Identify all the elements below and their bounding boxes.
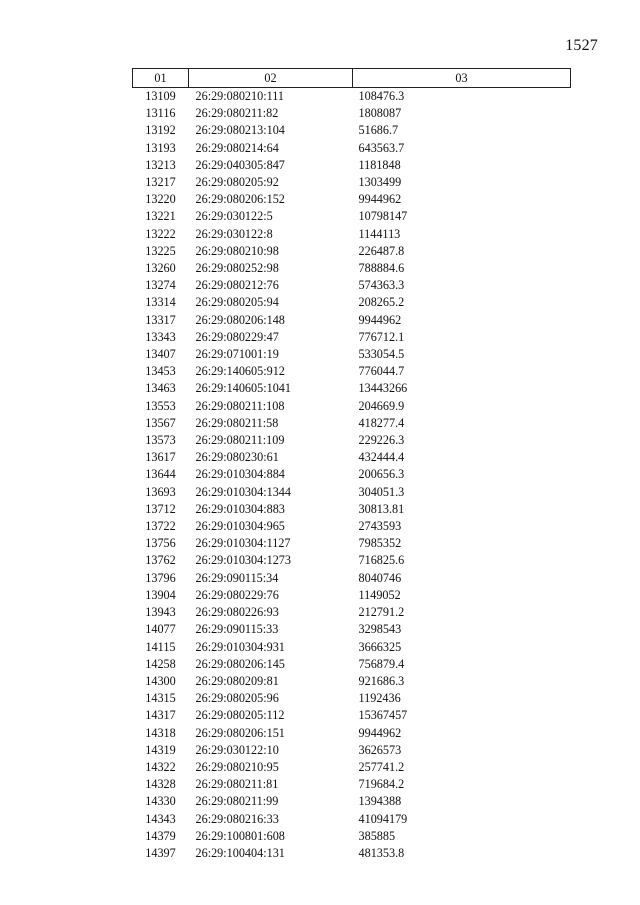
table-row [133,518,571,535]
cell-cadastral-code: 26:29:080210:98 [195,243,279,258]
cell-value: 1149052 [358,587,401,602]
cell-value: 9944962 [358,312,402,327]
cell-cadastral-code: 26:29:010304:884 [195,467,285,482]
table-row [133,449,571,466]
cell-number: 13644 [145,467,176,482]
cell-value: 1808087 [358,106,402,121]
table-row [133,793,571,810]
cell-cadastral-code: 26:29:100404:131 [195,845,285,860]
cell-cadastral-code: 26:29:080216:33 [195,811,279,826]
column-header-03: 03 [353,69,571,88]
table-row [133,243,571,260]
cell-value: 51686.7 [358,123,399,138]
cell-cadastral-code: 26:29:080229:47 [195,329,279,344]
cell-number: 13109 [145,89,176,103]
cell-number: 13225 [145,243,176,258]
column-header-02: 02 [189,69,353,88]
cell-cadastral-code: 26:29:010304:1273 [195,553,291,568]
cell-cadastral-code: 26:29:140605:1041 [195,381,291,396]
cell-number: 14317 [145,708,176,723]
cell-cadastral-code: 26:29:030122:8 [195,226,273,241]
cell-value: 200656.3 [358,467,405,482]
cell-value: 921686.3 [358,673,405,688]
cell-value: 304051.3 [358,484,405,499]
cell-number: 13617 [145,450,176,465]
table-row [133,639,571,656]
cell-value: 716825.6 [358,553,405,568]
table-row [133,690,571,707]
cell-number: 14318 [145,725,176,740]
cell-cadastral-code: 26:29:080226:93 [195,605,279,620]
cell-value: 1144113 [358,226,401,241]
cell-value: 13443266 [358,381,408,396]
cell-value: 10798147 [358,209,408,224]
cell-value: 533054.5 [358,347,405,362]
cell-number: 13693 [145,484,176,499]
cell-cadastral-code: 26:29:080229:76 [195,587,279,602]
cell-number: 13343 [145,329,176,344]
cell-cadastral-code: 26:29:080212:76 [195,278,279,293]
cell-value: 8040746 [358,570,402,585]
table-row [133,535,571,552]
cell-value: 776044.7 [358,364,405,379]
cell-value: 15367457 [358,708,408,723]
table-row [133,294,571,311]
cell-value: 7985352 [358,536,402,551]
table-row [133,742,571,759]
cell-number: 13274 [145,278,176,293]
table-row [133,621,571,638]
table-row [133,363,571,380]
table-row [133,673,571,690]
table-row [133,346,571,363]
cell-number: 13213 [145,157,176,172]
table-body [133,88,571,863]
cell-number: 14343 [145,811,176,826]
cell-cadastral-code: 26:29:080211:58 [195,415,279,430]
cell-number: 13762 [145,553,176,568]
cell-value: 229226.3 [358,433,405,448]
cell-number: 13192 [145,123,176,138]
cell-cadastral-code: 26:29:140605:912 [195,364,285,379]
cell-number: 14077 [145,622,176,637]
cell-value: 643563.7 [358,140,405,155]
cell-cadastral-code: 26:29:100801:608 [195,828,285,843]
cell-number: 13407 [145,347,176,362]
cell-number: 13722 [145,519,176,534]
cell-cadastral-code: 26:29:080214:64 [195,140,279,155]
table-row [133,329,571,346]
cell-number: 13220 [145,192,176,207]
cell-cadastral-code: 26:29:010304:1127 [195,536,291,551]
cell-cadastral-code: 26:29:071001:19 [195,347,279,362]
cell-number: 13712 [145,501,176,516]
cell-value: 30813.81 [358,501,405,516]
cell-number: 13943 [145,605,176,620]
table-row [133,380,571,397]
cell-value: 788884.6 [358,261,405,276]
cell-cadastral-code: 26:29:080211:99 [195,794,279,809]
cell-cadastral-code: 26:29:080206:145 [195,656,285,671]
table-row [133,277,571,294]
cell-cadastral-code: 26:29:010304:1344 [195,484,291,499]
cell-number: 13221 [145,209,176,224]
cell-value: 208265.2 [358,295,405,310]
table-row [133,157,571,174]
cell-cadastral-code: 26:29:080205:112 [195,708,285,723]
cell-number: 13904 [145,587,176,602]
table-row [133,174,571,191]
cell-value: 1192436 [358,691,401,706]
cell-value: 1303499 [358,175,402,190]
cell-cadastral-code: 26:29:080210:111 [195,89,284,103]
cell-value: 3298543 [358,622,402,637]
table-row [133,759,571,776]
table-row [133,776,571,793]
cell-value: 1181848 [358,157,401,172]
page-number: 1527 [565,37,598,54]
cell-cadastral-code: 26:29:080211:81 [195,777,279,792]
cell-number: 13317 [145,312,176,327]
table-row [133,140,571,157]
cell-number: 13567 [145,415,176,430]
table-row [133,811,571,828]
table-row [133,432,571,449]
data-table [132,68,571,862]
cell-number: 14300 [145,673,176,688]
table-row [133,707,571,724]
table-row [133,191,571,208]
cell-number: 14322 [145,759,176,774]
cell-cadastral-code: 26:29:090115:34 [195,570,279,585]
cell-value: 432444.4 [358,450,405,465]
cell-cadastral-code: 26:29:090115:33 [195,622,279,637]
cell-number: 13217 [145,175,176,190]
table-row [133,226,571,243]
cell-cadastral-code: 26:29:080205:94 [195,295,279,310]
cell-cadastral-code: 26:29:080206:151 [195,725,285,740]
table-header [133,69,571,88]
cell-number: 13573 [145,433,176,448]
cell-value: 385885 [358,828,396,843]
table-row [133,587,571,604]
cell-cadastral-code: 26:29:010304:965 [195,519,285,534]
cell-value: 481353.8 [358,845,405,860]
cell-value: 719684.2 [358,777,405,792]
cell-value: 108476.3 [358,89,405,103]
cell-number: 13463 [145,381,176,396]
cell-value: 204669.9 [358,398,405,413]
cell-cadastral-code: 26:29:080211:108 [195,398,285,413]
table-row [133,484,571,501]
cell-value: 3626573 [358,742,402,757]
cell-cadastral-code: 26:29:080213:104 [195,123,285,138]
table-row [133,312,571,329]
cell-value: 418277.4 [358,415,405,430]
cell-value: 212791.2 [358,605,405,620]
cell-cadastral-code: 26:29:080209:81 [195,673,279,688]
cell-value: 257741.2 [358,759,405,774]
cell-number: 13453 [145,364,176,379]
column-header-01: 01 [133,69,189,88]
cell-value: 2743593 [358,519,402,534]
table-row [133,88,571,106]
cell-number: 14330 [145,794,176,809]
cell-cadastral-code: 26:29:080206:148 [195,312,285,327]
cell-value: 9944962 [358,192,402,207]
cell-cadastral-code: 26:29:080230:61 [195,450,279,465]
table-row [133,604,571,621]
cell-cadastral-code: 26:29:040305:847 [195,157,285,172]
cell-cadastral-code: 26:29:030122:5 [195,209,273,224]
cell-number: 13314 [145,295,176,310]
cell-number: 13796 [145,570,176,585]
table-row [133,845,571,862]
header-row [133,69,571,88]
cell-number: 14379 [145,828,176,843]
cell-cadastral-code: 26:29:080205:96 [195,691,279,706]
cell-number: 14328 [145,777,176,792]
cell-cadastral-code: 26:29:010304:883 [195,501,285,516]
cell-cadastral-code: 26:29:080252:98 [195,261,279,276]
cell-value: 776712.1 [358,329,405,344]
table-row [133,828,571,845]
table-row [133,501,571,518]
cell-cadastral-code: 26:29:010304:931 [195,639,285,654]
table-row [133,398,571,415]
table-row [133,260,571,277]
cell-value: 41094179 [358,811,408,826]
cell-value: 1394388 [358,794,402,809]
table-row [133,466,571,483]
cell-cadastral-code: 26:29:080206:152 [195,192,285,207]
cell-cadastral-code: 26:29:080210:95 [195,759,279,774]
cell-number: 14319 [145,742,176,757]
cell-number: 13553 [145,398,176,413]
table-row [133,552,571,569]
cell-value: 756879.4 [358,656,405,671]
cell-number: 13260 [145,261,176,276]
cell-value: 574363.3 [358,278,405,293]
cell-number: 14115 [145,639,176,654]
cell-number: 13193 [145,140,176,155]
table-row [133,656,571,673]
cell-number: 13756 [145,536,176,551]
table-row [133,208,571,225]
table-row [133,725,571,742]
table-row [133,415,571,432]
cell-cadastral-code: 26:29:080211:109 [195,433,285,448]
cell-number: 13116 [145,106,176,121]
cell-cadastral-code: 26:29:080211:82 [195,106,279,121]
cell-number: 14258 [145,656,176,671]
cell-value: 226487.8 [358,243,405,258]
cell-number: 14397 [145,845,176,860]
table-row [133,570,571,587]
cell-number: 13222 [145,226,176,241]
cell-value: 9944962 [358,725,402,740]
cell-value: 3666325 [358,639,402,654]
table-row [133,105,571,122]
cell-number: 14315 [145,691,176,706]
cell-cadastral-code: 26:29:080205:92 [195,175,279,190]
table-row [133,122,571,139]
cell-cadastral-code: 26:29:030122:10 [195,742,279,757]
